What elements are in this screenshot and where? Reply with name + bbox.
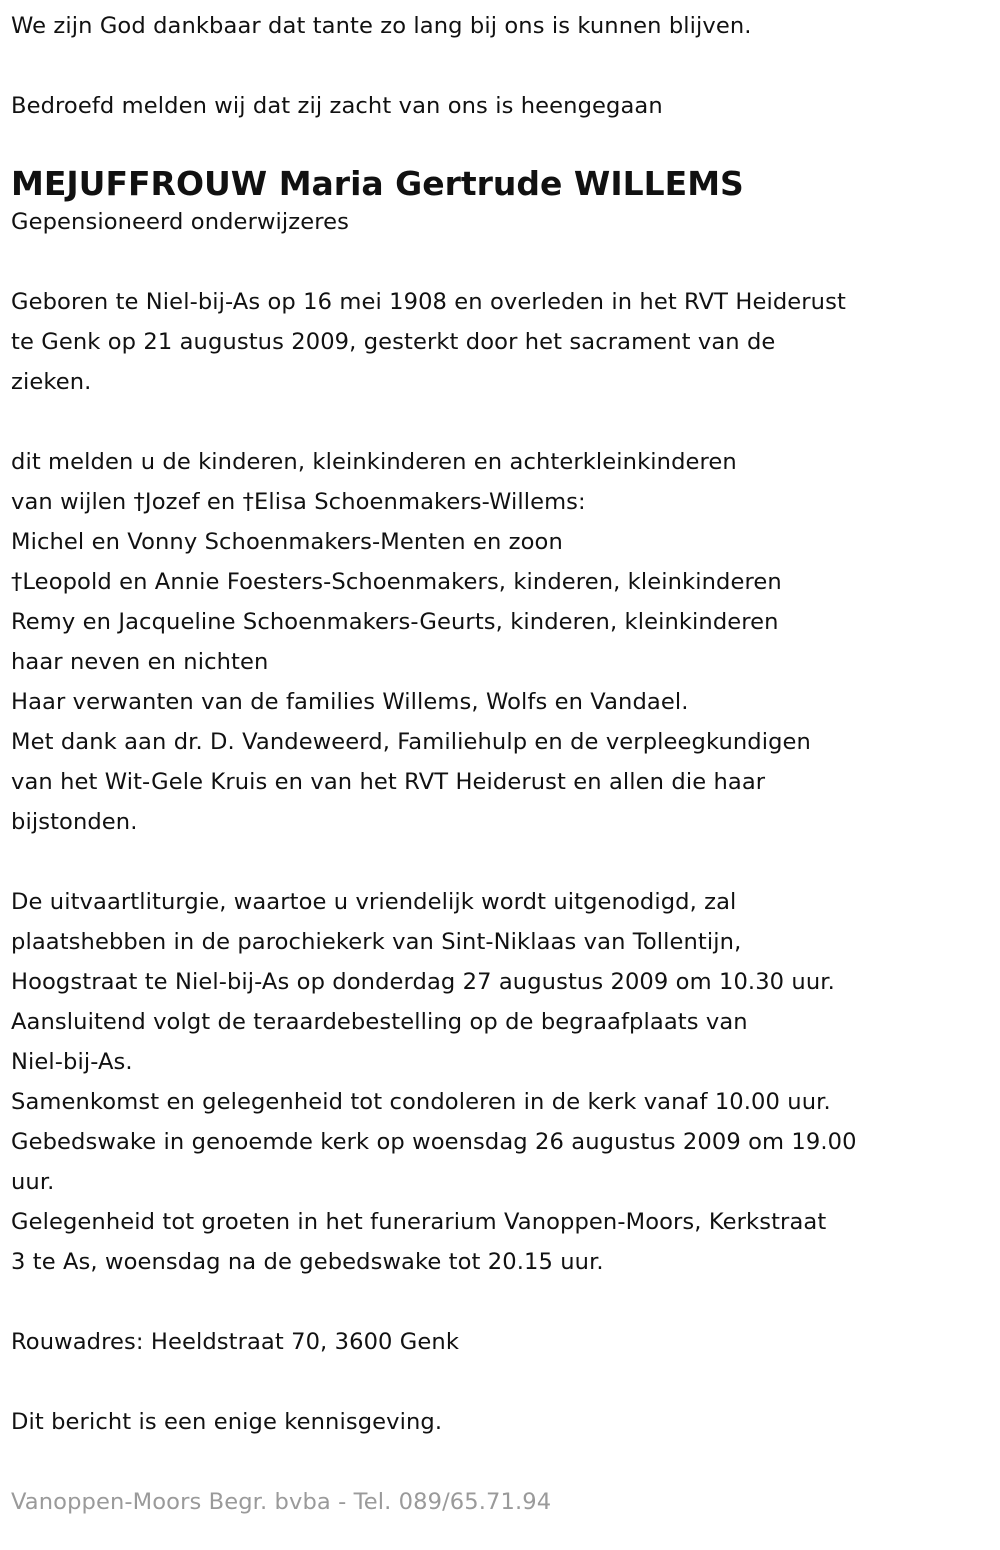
family-paragraph: [11, 442, 1000, 842]
funeral-home-footer: Vanoppen-Moors Begr. bvba - Tel. 089/65.71.94: [11, 1489, 552, 1515]
funeral-line: De uitvaartliturgie, waartoe u vriendelijk wordt uitgenodigd, zal: [11, 889, 737, 915]
family-line: haar neven en nichten: [11, 649, 269, 675]
funeral-line: uur.: [11, 1169, 55, 1195]
birth-line: te Genk op 21 augustus 2009, gesterkt door het sacrament van de: [11, 329, 776, 355]
family-line: Michel en Vonny Schoenmakers-Menten en zoon: [11, 529, 563, 555]
funeral-line: Gelegenheid tot groeten in het funerarium Vanoppen-Moors, Kerkstraat: [11, 1209, 827, 1235]
deceased-name: MEJUFFROUW Maria Gertrude WILLEMS: [11, 164, 744, 203]
intro-line: Bedroefd melden wij dat zij zacht van ons is heengegaan: [11, 93, 663, 119]
birth-paragraph: [11, 282, 1000, 402]
family-line: Met dank aan dr. D. Vandeweerd, Familiehulp en de verpleegkundigen: [11, 729, 811, 755]
birth-line: zieken.: [11, 369, 92, 395]
family-line: van wijlen †Jozef en †Elisa Schoenmakers-Willems:: [11, 489, 586, 515]
funeral-line: 3 te As, woensdag na de gebedswake tot 20.15 uur.: [11, 1249, 604, 1275]
birth-line: Geboren te Niel-bij-As op 16 mei 1908 en overleden in het RVT Heiderust: [11, 289, 846, 315]
funeral-line: Hoogstraat te Niel-bij-As op donderdag 27 augustus 2009 om 10.30 uur.: [11, 969, 835, 995]
profession: Gepensioneerd onderwijzeres: [11, 209, 350, 235]
mourning-address: Rouwadres: Heeldstraat 70, 3600 Genk: [11, 1329, 460, 1355]
funeral-line: Niel-bij-As.: [11, 1049, 133, 1075]
funeral-line: plaatshebben in de parochiekerk van Sint-Niklaas van Tollentijn,: [11, 929, 742, 955]
family-line: dit melden u de kinderen, kleinkinderen en achterkleinkinderen: [11, 449, 737, 475]
family-line: bijstonden.: [11, 809, 138, 835]
notice-text: Dit bericht is een enige kennisgeving.: [11, 1409, 443, 1435]
funeral-line: Aansluitend volgt de teraardebestelling op de begraafplaats van: [11, 1009, 748, 1035]
family-line: Haar verwanten van de families Willems, Wolfs en Vandael.: [11, 689, 689, 715]
family-line: †Leopold en Annie Foesters-Schoenmakers, kinderen, kleinkinderen: [11, 569, 782, 595]
funeral-line: Samenkomst en gelegenheid tot condoleren in de kerk vanaf 10.00 uur.: [11, 1089, 831, 1115]
family-line: van het Wit-Gele Kruis en van het RVT Heiderust en allen die haar: [11, 769, 766, 795]
obituary-document: [11, 6, 1000, 1522]
intro-line: We zijn God dankbaar dat tante zo lang bij ons is kunnen blijven.: [11, 13, 752, 39]
funeral-line: Gebedswake in genoemde kerk op woensdag 26 augustus 2009 om 19.00: [11, 1129, 857, 1155]
funeral-paragraph: [11, 882, 1000, 1282]
family-line: Remy en Jacqueline Schoenmakers-Geurts, kinderen, kleinkinderen: [11, 609, 779, 635]
